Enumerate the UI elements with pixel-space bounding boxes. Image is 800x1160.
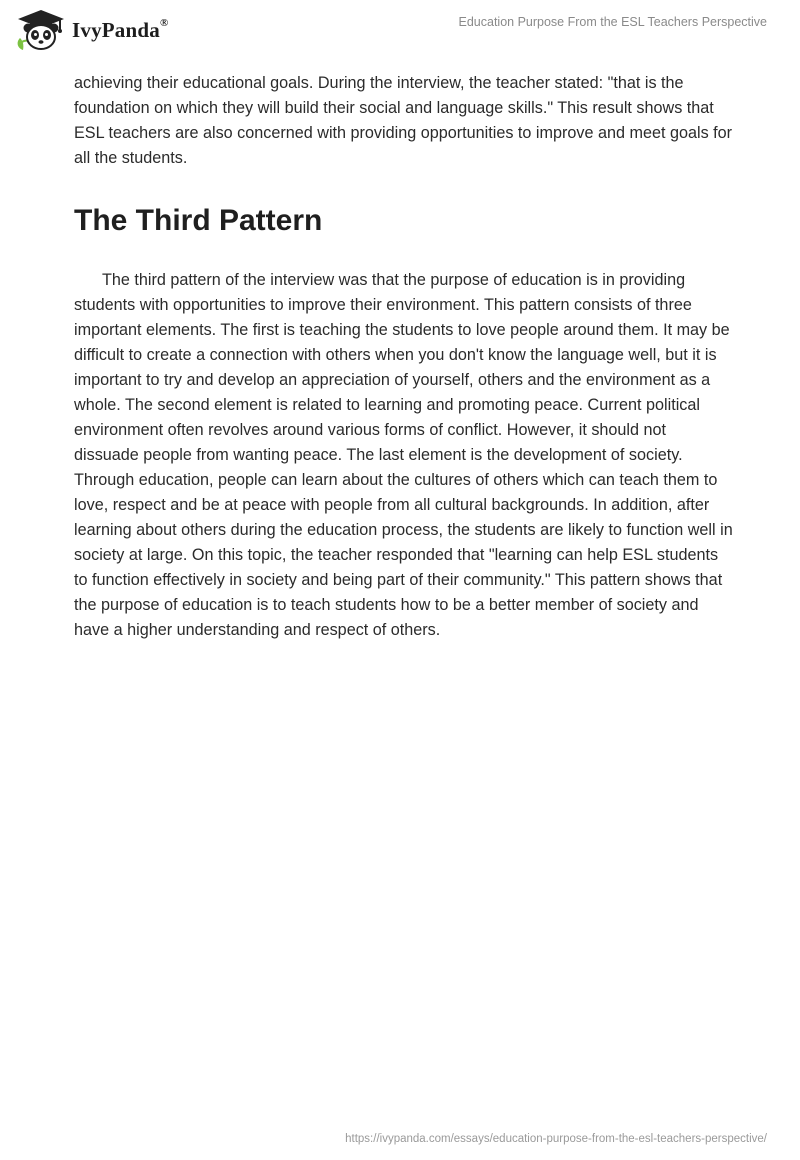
- registered-mark: ®: [159, 16, 169, 29]
- intro-paragraph: achieving their educational goals. During the interview, the teacher stated: "that is the foundation on which they will build their social and language skills." This result shows that ESL teachers are also concerned with providing opportunities to improve and meet goals for all the students.: [74, 74, 733, 167]
- document-title: Education Purpose From the ESL Teachers Perspective: [458, 15, 767, 29]
- section-heading: The Third Pattern: [74, 204, 323, 237]
- page-header: [0, 0, 800, 66]
- brand-name-text: IvyPanda: [72, 17, 160, 42]
- ivypanda-logo[interactable]: [14, 8, 168, 52]
- brand-name: [72, 18, 168, 43]
- essay-content: [74, 71, 734, 643]
- source-url[interactable]: https://ivypanda.com/essays/education-purpose-from-the-esl-teachers-perspective/: [345, 1133, 767, 1145]
- section-paragraph: The third pattern of the interview was that the purpose of education is in providing students with opportunities to improve their environment. This pattern consists of three important elements. The first is teaching the students to love people around them. It may be difficult to create a connection with others when you don't know the language well, but it is important to try and develop an appreciation of yourself, others and the environment as a whole. The second element is related to learning and promoting peace. Current political environment often revolves around various forms of conflict. However, it should not dissuade people from wanting peace. The last element is the development of society. Through education, people can learn about the cultures of others which can teach them to love, respect and be at peace with people from all cultural backgrounds. In addition, after learning about others during the education process, the students are likely to function well in society at large. On this topic, the teacher responded that "learning can help ESL students to function effectively in society and being part of their community." This pattern shows that the purpose of education is to teach students how to be a better member of society and have a higher understanding and respect of others.: [74, 271, 733, 639]
- panda-graduation-cap-icon: [14, 8, 66, 52]
